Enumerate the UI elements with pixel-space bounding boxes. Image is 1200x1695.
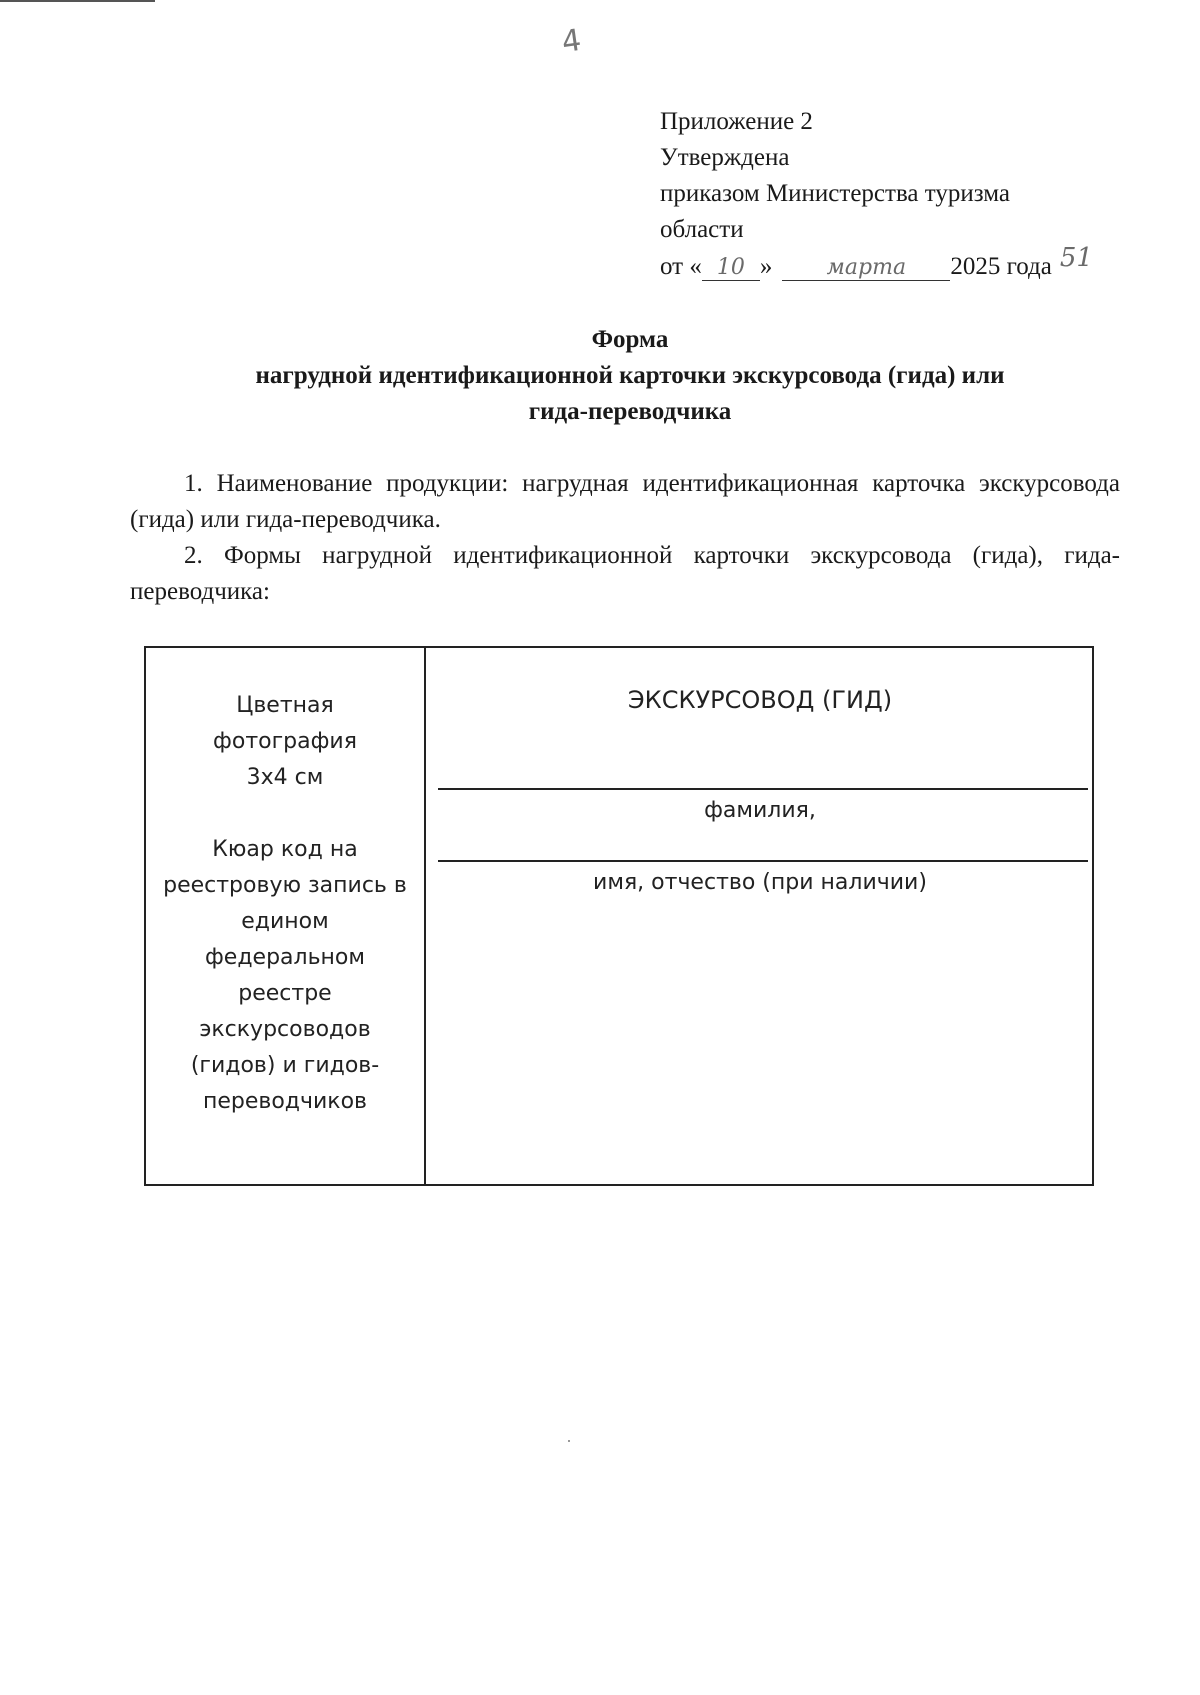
document-title [130, 322, 1130, 430]
date-mid: » [759, 253, 773, 280]
photo-line: Цветная [236, 693, 334, 718]
paragraph-1: 1. Наименование продукции: нагрудная идентификационная карточка экскурсовода (гида) или гида-переводчика. [130, 470, 1120, 533]
photo-line: 3х4 см [246, 765, 324, 790]
order-issuer: приказом Министерства туризма [660, 180, 1011, 207]
title-line-3: гида-переводчика [528, 398, 732, 425]
scan-speck [568, 1440, 570, 1442]
date-year: 2025 года [950, 253, 1052, 280]
qr-line: федеральном [204, 945, 365, 970]
page-number-handwritten: 4 [559, 22, 584, 61]
approval-block [660, 104, 1120, 285]
qr-line: едином [241, 909, 329, 934]
title-line-1: Форма [591, 326, 669, 353]
date-day-handwritten: 10 [702, 256, 760, 281]
qr-line: реестровую запись в [163, 873, 407, 898]
date-prefix: от « [660, 253, 702, 280]
photo-line: фотография [213, 729, 357, 754]
paragraph-2: 2. Формы нагрудной идентификационной карточки экскурсовода (гида), гида-переводчика: [130, 542, 1120, 605]
qr-line: Кюар код на [212, 837, 358, 862]
photo-placeholder [154, 688, 416, 1120]
name-caption: имя, отчество (при наличии) [593, 870, 927, 895]
appendix-label: Приложение 2 [660, 108, 813, 135]
title-line-2: нагрудной идентификационной карточки экскурсовода (гида) или [255, 362, 1005, 389]
scan-edge-line [0, 0, 155, 2]
qr-line: переводчиков [202, 1089, 368, 1114]
order-number-handwritten: 51 [1059, 243, 1093, 273]
order-date-line [660, 243, 1120, 285]
qr-line: (гидов) и гидов- [190, 1053, 380, 1078]
name-rule [438, 860, 1088, 862]
qr-line: реестре [238, 981, 332, 1006]
document-body [130, 466, 1120, 610]
surname-rule [438, 788, 1088, 790]
spacer [154, 796, 416, 832]
role-title: ЭКСКУРСОВОД (ГИД) [627, 686, 893, 714]
order-issuer-region: области [660, 216, 744, 243]
card-info-panel [426, 648, 1094, 1184]
date-month-handwritten: марта [782, 256, 950, 281]
approved-label: Утверждена [660, 144, 790, 171]
badge-form-card [144, 646, 1094, 1186]
surname-caption: фамилия, [704, 798, 816, 823]
qr-line: экскурсоводов [199, 1017, 371, 1042]
